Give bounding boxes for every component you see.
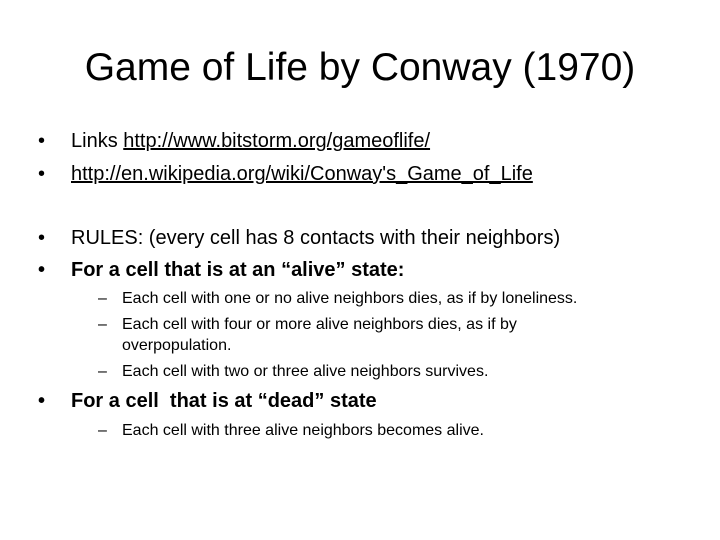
- link-wikipedia[interactable]: http://en.wikipedia.org/wiki/Conway's_Game_of_Life: [71, 163, 533, 185]
- alive-heading-after: state:: [345, 259, 405, 281]
- alive-word: alive: [291, 259, 336, 281]
- dash-glyph: –: [98, 363, 107, 380]
- alive-rule-text: overpopulation.: [122, 337, 232, 354]
- alive-open-quote: “: [281, 259, 292, 281]
- bullet-text: [71, 128, 430, 154]
- dead-rule-1: [98, 420, 484, 441]
- alive-rule-text: Each cell with one or no alive neighbors dies, as if by loneliness.: [122, 290, 578, 307]
- bullet-glyph: •: [38, 163, 46, 185]
- dead-rule-text: Each cell with three alive neighbors becomes alive.: [122, 422, 484, 439]
- alive-rule-text: Each cell with two or three alive neighbors survives.: [122, 363, 489, 380]
- dash-glyph: –: [98, 290, 107, 307]
- bullet-glyph: •: [38, 259, 46, 281]
- rules-text: RULES: (every cell has 8 contacts with their neighbors): [71, 227, 561, 249]
- dead-heading-text: [71, 388, 377, 414]
- alive-heading-before: For a cell that is at an: [71, 259, 282, 281]
- dead-word: dead: [267, 390, 315, 412]
- alive-rule-2: [98, 314, 517, 335]
- bullet-glyph: •: [38, 130, 46, 152]
- alive-close-quote: ”: [335, 259, 346, 281]
- dead-heading-before: For a cell that is at: [71, 390, 258, 412]
- slide-title: Game of Life by Conway (1970): [84, 46, 636, 89]
- alive-rule-2-continued: [122, 335, 231, 356]
- dash-glyph: –: [98, 422, 107, 439]
- dead-close-quote: ”: [314, 390, 325, 412]
- links-prefix: Links: [71, 130, 124, 152]
- dead-open-quote: “: [257, 390, 268, 412]
- dash-glyph: –: [98, 316, 107, 333]
- bullet-glyph: •: [38, 227, 46, 249]
- alive-rule-3: [98, 361, 489, 382]
- alive-rule-1: [98, 288, 578, 309]
- alive-heading-text: [71, 257, 404, 283]
- bullet-glyph: •: [38, 390, 46, 412]
- alive-rule-text: Each cell with four or more alive neighbors dies, as if by: [122, 316, 517, 333]
- link-bitstorm[interactable]: http://www.bitstorm.org/gameoflife/: [123, 130, 431, 152]
- dead-heading-after: state: [324, 390, 377, 412]
